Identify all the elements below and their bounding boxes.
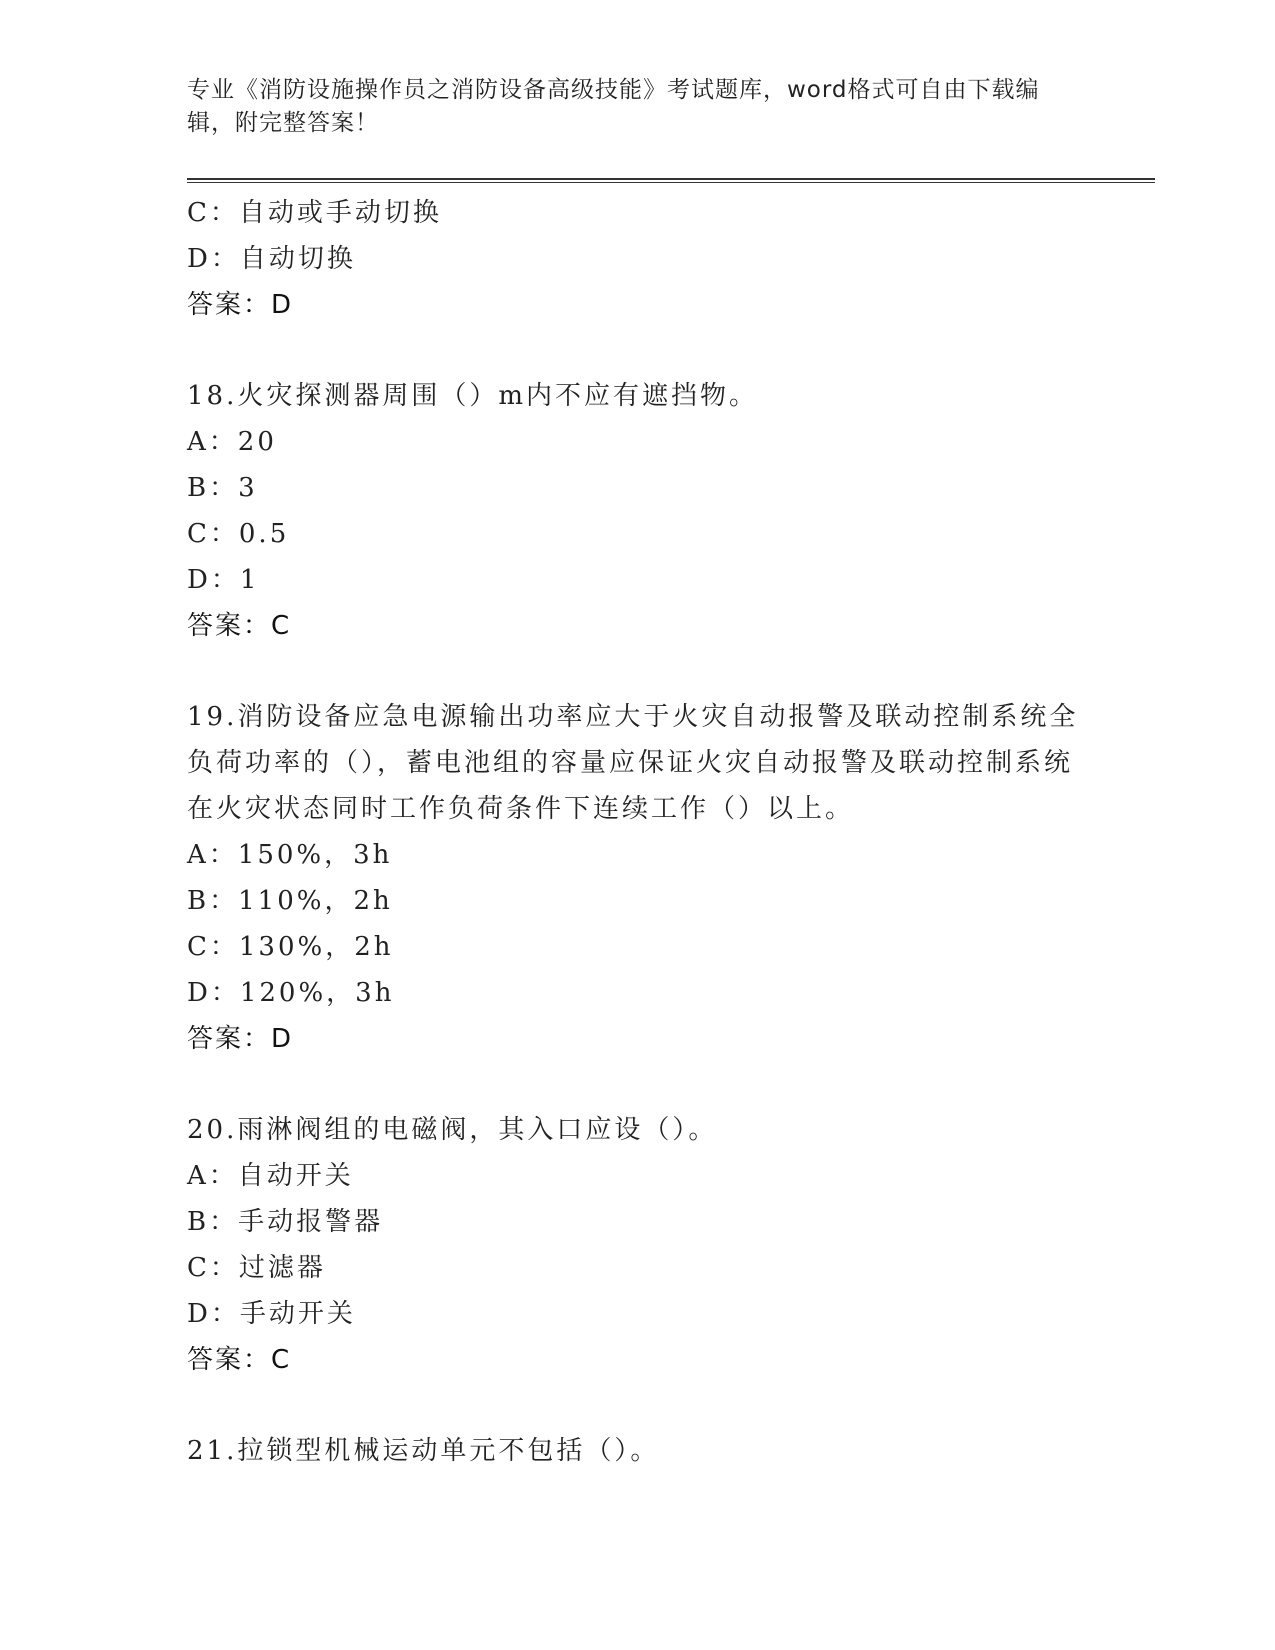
header-divider — [187, 178, 1155, 183]
option-d: D：120%，3h — [187, 978, 395, 1008]
question-block-21 — [187, 1428, 1087, 1474]
answer-label: 答案：D — [187, 1024, 294, 1054]
question-block-20 — [187, 1107, 1087, 1383]
answer-label: 答案：C — [187, 611, 292, 641]
option-a: A：20 — [187, 427, 277, 457]
option-a: A：150%，3h — [187, 840, 393, 870]
option-b: B：手动报警器 — [187, 1207, 384, 1237]
question-block-17-partial — [187, 190, 1087, 328]
document-header: 专业《消防设施操作员之消防设备高级技能》考试题库，word格式可自由下载编辑，附完整答案！ — [187, 77, 1040, 136]
question-text: 18.火灾探测器周围（）m内不应有遮挡物。 — [187, 381, 759, 411]
spacer — [187, 649, 1087, 694]
option-a: A：自动开关 — [187, 1161, 354, 1191]
question-text: 20.雨淋阀组的电磁阀，其入口应设（）。 — [187, 1115, 718, 1145]
option-c: C：自动或手动切换 — [187, 198, 442, 228]
question-list — [187, 190, 1087, 1474]
answer-label: 答案：C — [187, 1345, 292, 1375]
option-d: D：自动切换 — [187, 244, 356, 274]
option-b: B：110%，2h — [187, 886, 393, 916]
option-c: C：过滤器 — [187, 1253, 326, 1283]
option-b: B：3 — [187, 473, 258, 503]
option-c: C：0.5 — [187, 519, 290, 549]
spacer — [187, 1062, 1087, 1107]
question-text: 21.拉锁型机械运动单元不包括（）。 — [187, 1436, 660, 1466]
question-text: 19.消防设备应急电源输出功率应大于火灾自动报警及联动控制系统全负荷功率的（），蓄电池组的容量应保证火灾自动报警及联动控制系统在火灾状态同时工作负荷条件下连续工作（）以上。 — [187, 702, 1079, 824]
question-block-19 — [187, 694, 1087, 1062]
option-d: D：1 — [187, 565, 260, 595]
spacer — [187, 328, 1087, 373]
question-block-18 — [187, 373, 1087, 649]
spacer — [187, 1383, 1087, 1428]
answer-label: 答案：D — [187, 290, 294, 320]
option-c: C：130%，2h — [187, 932, 394, 962]
option-d: D：手动开关 — [187, 1299, 356, 1329]
